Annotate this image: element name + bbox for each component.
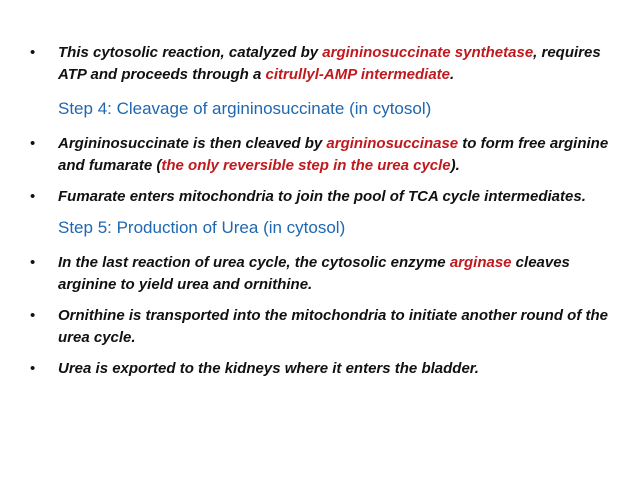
highlight-reversible-step: the only reversible step in the urea cycle: [161, 157, 451, 174]
bullet-text: cleaves arginine to yield urea and ornithine.: [58, 254, 570, 293]
bullet-text: Ornithine is transported into the mitochondria to initiate another round of the urea cycle.: [58, 307, 608, 346]
bullet-fumarate: [30, 186, 610, 208]
bullet-marker: •: [30, 360, 36, 377]
highlight-citrullyl-amp: citrullyl-AMP intermediate: [265, 66, 451, 83]
bullet-marker: •: [30, 254, 36, 271]
step4-heading: Step 4: Cleavage of argininosuccinate (in cytosol): [58, 99, 432, 118]
bullet-text: Argininosuccinate is then cleaved by: [58, 135, 327, 152]
bullet-text: Fumarate enters mitochondria to join the pool of TCA cycle intermediates.: [58, 188, 586, 205]
highlight-argininosuccinate-synthetase: argininosuccinate synthetase: [322, 44, 534, 61]
bullet-text: to form free arginine and fumarate (: [58, 135, 609, 174]
step5-heading: Step 5: Production of Urea (in cytosol): [58, 218, 346, 237]
bullet-marker: •: [30, 188, 36, 205]
bullet-synthetase-reaction: [30, 42, 610, 86]
bullet-text: ).: [450, 157, 460, 174]
bullet-arginase: [30, 252, 610, 296]
bullet-marker: •: [30, 307, 36, 324]
highlight-argininosuccinase: argininosuccinase: [326, 135, 459, 152]
bullet-marker: •: [30, 135, 36, 152]
bullet-text: .: [450, 66, 455, 83]
bullet-ornithine: [30, 305, 610, 349]
bullet-marker: •: [30, 44, 36, 61]
bullet-text: In the last reaction of urea cycle, the cytosolic enzyme: [58, 254, 450, 271]
bullet-text: This cytosolic reaction, catalyzed by: [58, 44, 323, 61]
bullet-urea-export: [30, 358, 610, 380]
bullet-argininosuccinase: [30, 133, 610, 177]
highlight-arginase: arginase: [449, 254, 512, 271]
bullet-text: Urea is exported to the kidneys where it enters the bladder.: [58, 360, 479, 377]
bullet-text: , requires ATP and proceeds through a: [58, 44, 601, 83]
